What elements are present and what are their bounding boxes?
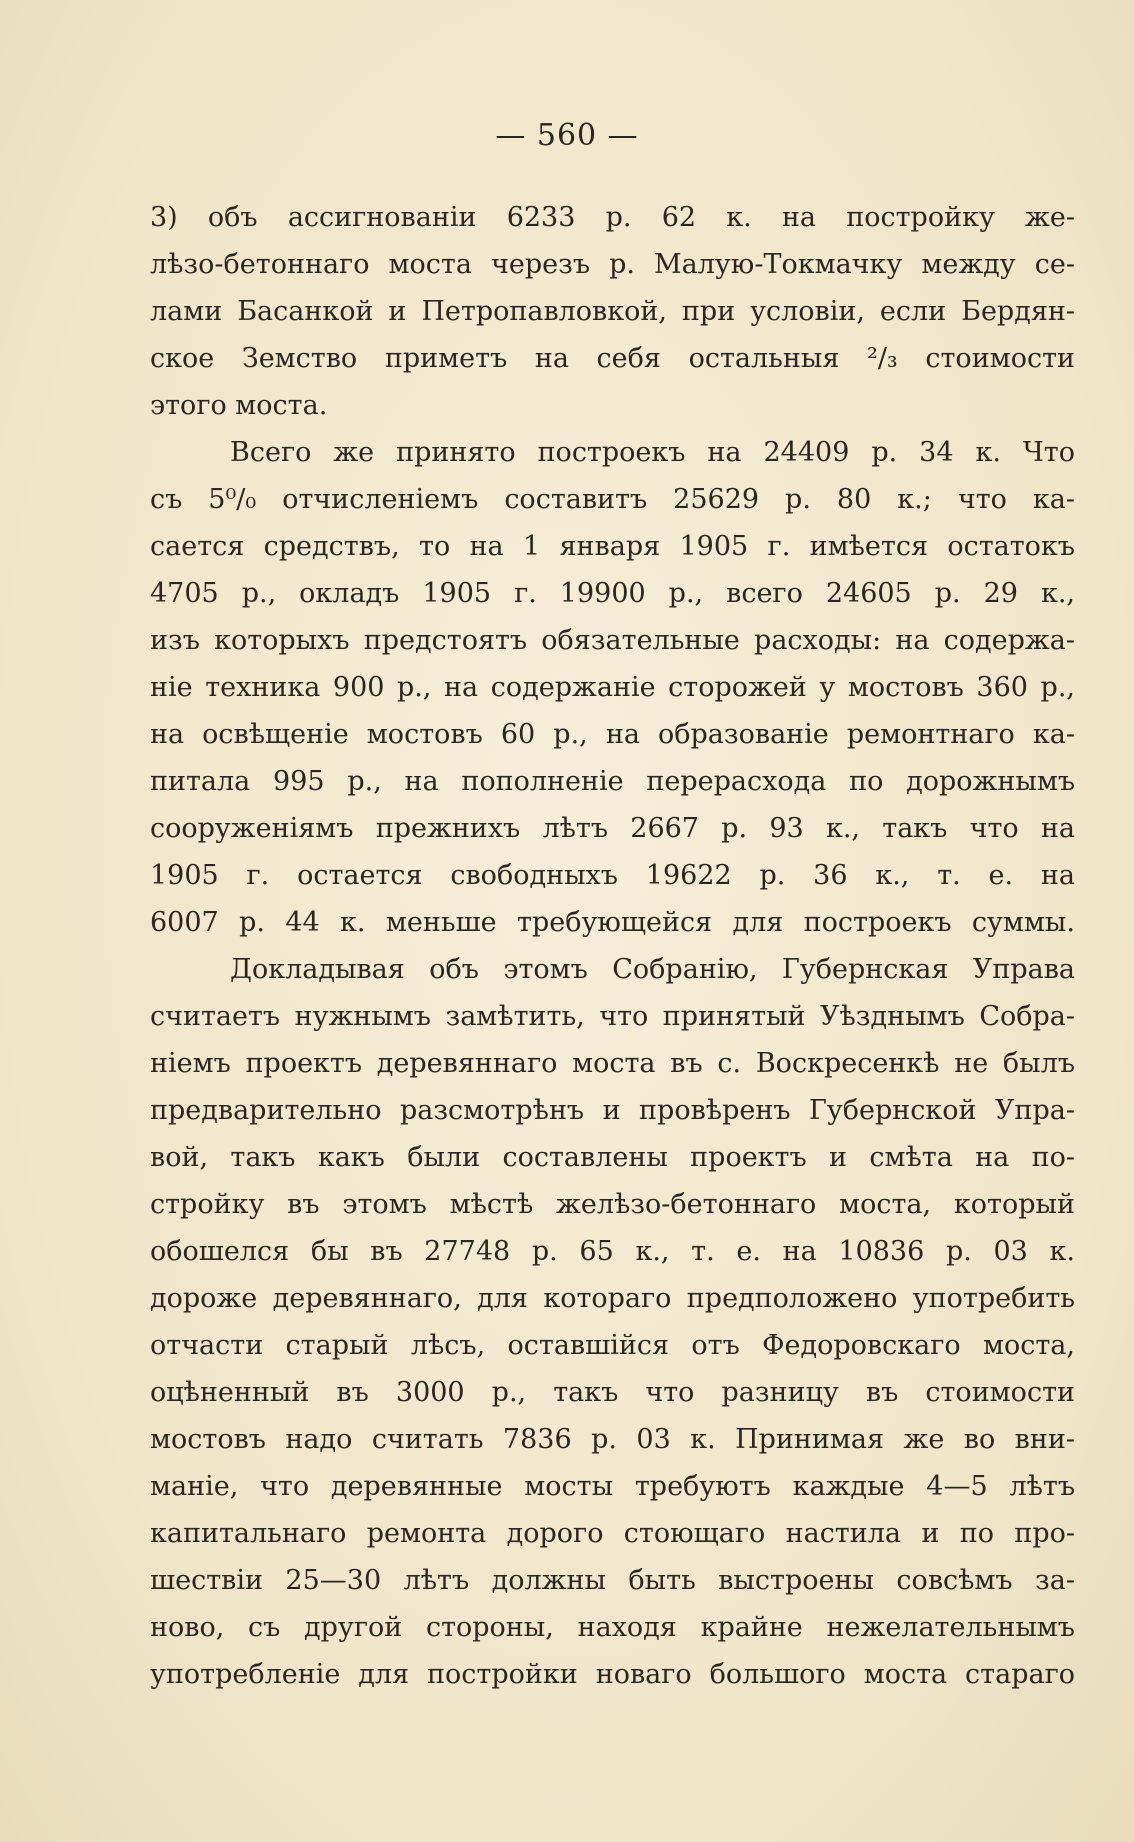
- text-line: употребленіе для постройки новаго большого моста стараго: [150, 1659, 1075, 1690]
- text-line: 4705 р., окладъ 1905 г. 19900 р., всего 24605 р. 29 к.,: [150, 578, 1075, 609]
- text-line: обошелся бы въ 27748 р. 65 к., т. е. на 10836 р. 03 к.: [150, 1236, 1075, 1267]
- text-line: мостовъ надо считать 7836 р. 03 к. Принимая же во вни-: [150, 1424, 1075, 1455]
- text-line: ніемъ проектъ деревяннаго моста въ с. Воскресенкѣ не былъ: [150, 1048, 1075, 1079]
- text-line: изъ которыхъ предстоятъ обязательные расходы: на содержа-: [150, 625, 1075, 656]
- text-line: отчасти старый лѣсъ, оставшійся отъ Федоровскаго моста,: [150, 1330, 1075, 1361]
- text-line: Докладывая объ этомъ Собранію, Губернская Управа: [230, 954, 1075, 985]
- text-line: оцѣненный въ 3000 р., такъ что разницу въ стоимости: [150, 1377, 1075, 1408]
- text-line: маніе, что деревянные мосты требуютъ каждые 4—5 лѣтъ: [150, 1471, 1075, 1502]
- text-line: 3) объ ассигнованіи 6233 р. 62 к. на постройку же-: [150, 202, 1075, 233]
- text-line: сооруженіямъ прежнихъ лѣтъ 2667 р. 93 к., такъ что на: [150, 813, 1075, 844]
- text-line: вой, такъ какъ были составлены проектъ и смѣта на по-: [150, 1142, 1075, 1173]
- text-line: стройку въ этомъ мѣстѣ желѣзо-бетоннаго моста, который: [150, 1189, 1075, 1220]
- text-line: лами Басанкой и Петропавловкой, при условіи, если Бердян-: [150, 296, 1075, 327]
- text-line: 1905 г. остается свободныхъ 19622 р. 36 к., т. е. на: [150, 860, 1075, 891]
- text-line: дороже деревяннаго, для котораго предположено употребить: [150, 1283, 1075, 1314]
- text-line: на освѣщеніе мостовъ 60 р., на образованіе ремонтнаго ка-: [150, 719, 1075, 750]
- text-line: шествіи 25—30 лѣтъ должны быть выстроены совсѣмъ за-: [150, 1565, 1075, 1596]
- page-number: — 560 —: [495, 118, 639, 153]
- text-line: капитальнаго ремонта дорого стоющаго настила и по про-: [150, 1518, 1075, 1549]
- text-line: Всего же принято построекъ на 24409 р. 34 к. Что: [230, 437, 1075, 468]
- text-line: ново, съ другой стороны, находя крайне нежелательнымъ: [150, 1612, 1075, 1643]
- text-line: этого моста.: [150, 390, 328, 421]
- text-line: считаетъ нужнымъ замѣтить, что принятый Уѣзднымъ Собра-: [150, 1001, 1075, 1032]
- body-text: [150, 194, 1075, 1698]
- text-line: ское Земство приметъ на себя остальныя ²/₃ стоимости: [150, 343, 1075, 374]
- text-line: предварительно разсмотрѣнъ и провѣренъ Губернской Упра-: [150, 1095, 1075, 1126]
- text-line: питала 995 р., на пополненіе перерасхода по дорожнымъ: [150, 766, 1075, 797]
- text-line: лѣзо-бетоннаго моста черезъ р. Малую-Токмачку между се-: [150, 249, 1075, 280]
- text-line: 6007 р. 44 к. меньше требующейся для построекъ суммы.: [150, 907, 1075, 938]
- text-line: сается средствъ, то на 1 января 1905 г. имѣется остатокъ: [150, 531, 1075, 562]
- text-line: ніе техника 900 р., на содержаніе сторожей у мостовъ 360 р.,: [150, 672, 1075, 703]
- text-line: съ 5⁰/₀ отчисленіемъ составитъ 25629 р. 80 к.; что ка-: [150, 484, 1075, 515]
